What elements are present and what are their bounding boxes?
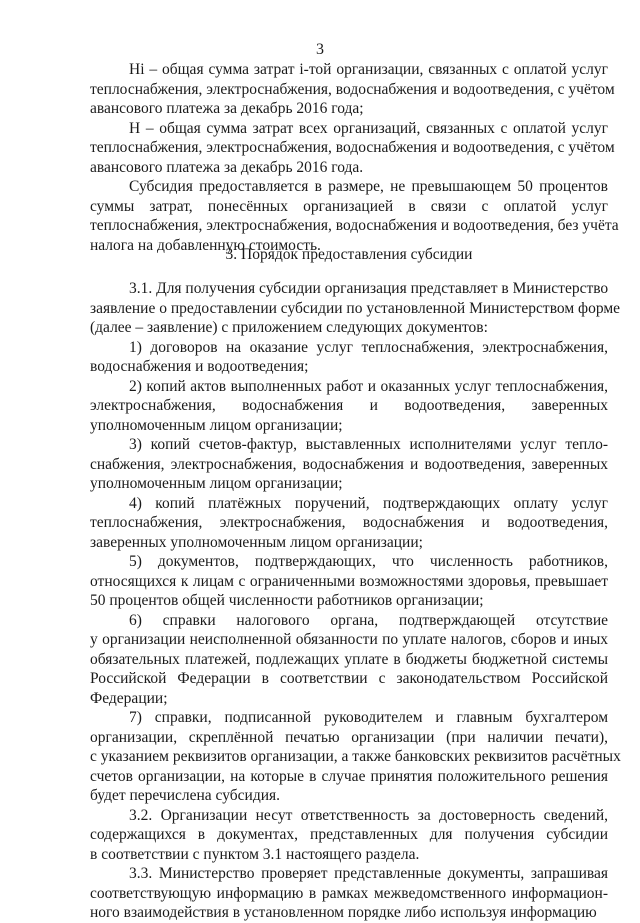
paragraph-line: 3.1. Для получения субсидии организация представляет в Министерство [129, 280, 609, 297]
paragraph-line: уполномоченным лицом организации; [90, 475, 343, 492]
paragraph-line: теплоснабжения, электроснабжения, водоснабжения и водоотведения, с учётом [90, 80, 615, 98]
paragraph-line: авансового платежа за декабрь 2016 года. [90, 158, 364, 176]
paragraph [90, 435, 608, 494]
paragraph-line: заверенных уполномоченным лицом организации; [90, 533, 423, 551]
formula-definitions [90, 60, 619, 255]
paragraph [90, 279, 621, 338]
paragraph [90, 552, 608, 611]
paragraph-line: налога на добавленную стоимость. [90, 236, 321, 254]
paragraph [90, 611, 608, 709]
paragraph-line: соответствующую информацию в рамках межведомственного информацион- [90, 884, 608, 902]
paragraph-line: теплоснабжения, электроснабжения, водоснабжения и водоотведения, [90, 514, 608, 531]
paragraph [90, 494, 608, 553]
paragraph-line: 5) документов, подтверждающих, что численность работников, [129, 553, 608, 570]
paragraph-line: 50 процентов общей численности работников организации; [90, 592, 484, 609]
paragraph-line: 3.3. Министерство проверяет представленные документы, запрашивая [129, 865, 608, 882]
paragraph [90, 708, 621, 806]
paragraph [90, 864, 608, 923]
section-heading: 3. Порядок предоставления субсидии [225, 246, 473, 263]
paragraph-line: теплоснабжения, электроснабжения, водоснабжения и водоотведения, с учётом [90, 139, 615, 156]
paragraph-line: Субсидия предоставляется в размере, не превышающем 50 процентов [129, 178, 608, 195]
paragraph-line: Hi – общая сумма затрат i-той организации, связанных с оплатой услуг [129, 61, 608, 78]
paragraph-line: 2) копий актов выполненных работ и оказанных услуг теплоснабжения, [129, 377, 608, 395]
paragraph-line: 1) договоров на оказание услуг теплоснабжения, электроснабжения, [129, 338, 608, 356]
paragraph-line: обязательных платежей, подлежащих уплате в бюджеты бюджетной системы [90, 650, 608, 668]
paragraph-line: суммы затрат, понесённых организацией в связи с оплатой услуг [90, 197, 608, 215]
paragraph-line: у организации неисполненной обязанности по уплате налогов, сборов и иных [90, 631, 608, 648]
paragraph-line: заявление о предоставлении субсидии по установленной Министерством форме [90, 299, 621, 317]
paragraph-line: снабжения, электроснабжения, водоснабжения и водоотведения, заверенных [90, 455, 608, 473]
paragraph-line: с указанием реквизитов организации, а также банковских реквизитов расчётных [90, 748, 621, 765]
paragraph [90, 119, 615, 178]
paragraph-line: Федерации; [90, 689, 168, 707]
paragraph [90, 60, 615, 119]
paragraph-line: H – общая сумма затрат всех организаций, связанных с оплатой услуг [129, 119, 608, 137]
paragraph-line: 4) копий платёжных поручений, подтверждающих оплату услуг [129, 494, 608, 512]
paragraph-line: водоснабжения и водоотведения; [90, 358, 309, 375]
paragraph [90, 377, 608, 436]
paragraph-line: 3.2. Организации несут ответственность за достоверность сведений, [129, 806, 608, 824]
paragraph-line: в соответствии с пунктом 3.1 настоящего раздела. [90, 845, 420, 863]
paragraph [90, 338, 608, 377]
paragraph-line: 3) копий счетов-фактур, выставленных исполнителями услуг тепло- [129, 436, 608, 453]
paragraph [90, 806, 608, 865]
paragraph-line: 7) справки, подписанной руководителем и главным бухгалтером [129, 709, 608, 726]
paragraph-line: теплоснабжения, электроснабжения, водоснабжения и водоотведения, без учёта [90, 217, 619, 234]
paragraph-line: содержащихся в документах, представленных для получения субсидии [90, 826, 608, 843]
paragraph-line: относящихся к лицам с ограниченными возможностями здоровья, превышает [90, 572, 608, 590]
paragraph-line: счетов организации, на которые в случае принятия положительного решения [90, 767, 608, 785]
page-number: 3 [316, 41, 324, 58]
paragraph-line: ного взаимодействия в установленном порядке либо используя информацию [90, 904, 597, 921]
paragraph-line: 6) справки налогового органа, подтверждающей отсутствие [129, 611, 608, 629]
paragraph-line: организации, скреплённой печатью организации (при наличии печати), [90, 728, 608, 746]
paragraph-line: авансового платежа за декабрь 2016 года; [90, 100, 364, 117]
paragraph-line: уполномоченным лицом организации; [90, 416, 343, 434]
section-body [90, 279, 621, 923]
paragraph-line: Российской Федерации в соответствии с законодательством Российской [90, 670, 608, 687]
paragraph-line: электроснабжения, водоснабжения и водоотведения, заверенных [90, 397, 608, 414]
paragraph [90, 177, 619, 255]
paragraph-line: (далее – заявление) с приложением следующих документов: [90, 319, 488, 336]
paragraph-line: будет перечислена субсидия. [90, 787, 281, 804]
